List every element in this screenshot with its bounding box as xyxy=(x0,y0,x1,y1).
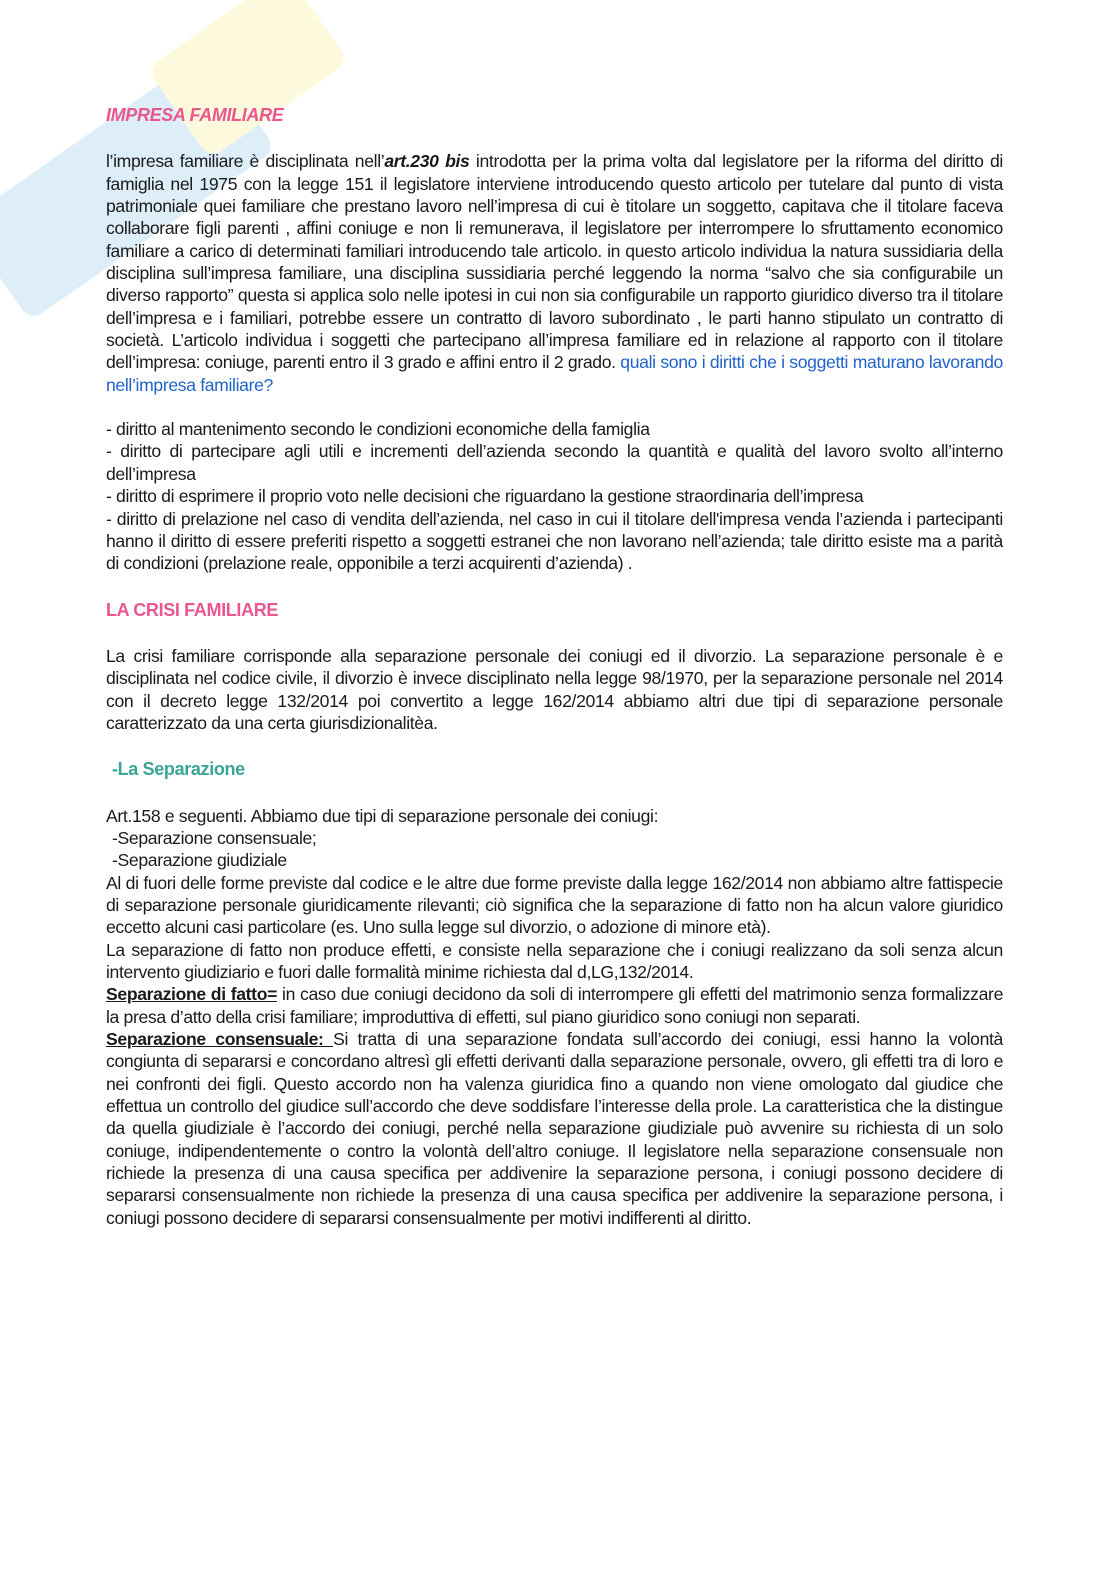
right-item: - diritto di partecipare agli utili e incrementi dell’azienda secondo la quantità e qualità del lavoro svolto all’interno dell’impresa xyxy=(106,441,1003,484)
right-item: - diritto al mantenimento secondo le condizioni economiche della famiglia xyxy=(106,419,650,440)
text: in caso due coniugi decidono da soli di interrompere gli effetti del matrimonio senza formalizzare la presa d’atto della crisi familiare; improduttiva di effetti, sul piano giuridico sono coniugi non separati. xyxy=(106,984,1004,1027)
separazione-type: -Separazione giudiziale xyxy=(112,850,287,871)
text: l’impresa familiare è disciplinata nell’ xyxy=(106,151,385,172)
term-separazione-consensuale: Separazione consensuale: xyxy=(106,1029,334,1050)
heading-separazione: -La Separazione xyxy=(112,759,245,780)
article-reference: art.230 bis xyxy=(384,151,470,172)
paragraph-crisi: La crisi familiare corrisponde alla separazione personale dei coniugi ed il divorzio. La separazione personale è e disciplinata nel codice civile, il divorzio è invece disciplinato nella legge 98/1970, per la separazione personale nel 2014 con il decreto legge 132/2014 poi convertito a legge 162/2014 abbiamo altri due tipi di separazione personale caratterizzato da una certa giurisdizionalitèa. xyxy=(106,645,1003,733)
document-page xyxy=(106,104,1003,1229)
right-item: - diritto di esprimere il proprio voto nelle decisioni che riguardano la gestione straordinaria dell’impresa xyxy=(106,486,864,507)
question-link: quali sono i diritti che i soggetti maturano lavorando nell’impresa familiare? xyxy=(106,352,1003,395)
term-separazione-fatto: Separazione di fatto= xyxy=(106,984,278,1005)
text: introdotta per la prima volta dal legislatore per la riforma del diritto di famiglia nel 1975 con la legge 151 il legislatore interviene introducendo questo articolo per tutelare dal punto di vista patrimoniale quei familiare che prestano lavoro nell’impresa di cui è titolare un soggetto, capitava che il titolare faceva collaborare figli parenti , affini coniuge e non li remunerava, il legislatore per interrompere lo sfruttamento economico familiare a carico di determinati familiari introducendo tale articolo. in questo articolo individua la natura sussidiaria della disciplina sull’impresa familiare, una disciplina sussidiaria perché leggendo la norma “salvo che sia configurabile un diverso rapporto” questa si applica solo nelle ipotesi in cui non sia configurabile un rapporto giuridico diverso tra il titolare dell’impresa e i familiari, potrebbe essere un contratto di lavoro subordinato , le parti hanno stipulato un contratto di società. L’articolo individua i soggetti che partecipano all’impresa familiare ed in relazione al rapporto con il titolare dell’impresa: coniuge, parenti entro il 3 grado e affini entro il 2 grado. xyxy=(106,151,1003,373)
paragraph-separazione-consensuale xyxy=(106,1028,1003,1229)
text: Si tratta di una separazione fondata sull’accordo dei coniugi, essi hanno la volontà congiunta di separarsi e concordano altresì gli effetti derivanti dalla separazione personale, ovvero, gli effetti tra di loro e nei confronti dei figli. Questo accordo non ha valenza giuridica fino a quando non viene omologato dal giudice che effettua un controllo del giudice sull’accordo che deve soddisfare l’interesse della prole. La caratteristica che la distingue da quella giudiziale è l’accordo dei coniugi, perché nella separazione giudiziale può avvenire su richiesta di un solo coniuge, indipendentemente o contro la volontà dell’altro coniuge. Il legislatore nella separazione consensuale non richiede la presenza di una causa specifica per addivenire la separazione persona, i coniugi possono decidere di separarsi consensualmente non richiede la presenza di una causa specifica per addivenire la separazione persona, i coniugi possono decidere di separarsi consensualmente per motivi indifferenti al diritto. xyxy=(106,1029,1003,1228)
paragraph-fatto: La separazione di fatto non produce effetti, e consiste nella separazione che i coniugi realizzano da soli senza alcun intervento giudiziario e fuori dalle formalità minime richiesta dal d,LG,132/2014. xyxy=(106,939,1003,982)
paragraph-forme: Al di fuori delle forme previste dal codice e le altre due forme previste dalla legge 162/2014 non abbiamo altre fattispecie di separazione personale giuridicamente rilevanti; ciò significa che la separazione di fatto non ha alcun valore giuridico eccetto alcuni casi particolare (es. Uno sulla legge sul divorzio, o adozione di minore età). xyxy=(106,872,1003,938)
paragraph-separazione-fatto xyxy=(106,983,1003,1028)
separazione-type: -Separazione consensuale; xyxy=(112,827,317,848)
separazione-intro: Art.158 e seguenti. Abbiamo due tipi di separazione personale dei coniugi: xyxy=(106,805,659,826)
right-item: - diritto di prelazione nel caso di vendita dell’azienda, nel caso in cui il titolare dell'impresa venda l’azienda i partecipanti hanno il diritto di essere preferiti rispetto a soggetti estranei che non lavorano nell’azienda; tale diritto esiste ma a parità di condizioni (prelazione reale, opponibile a terzi acquirenti d’azienda) . xyxy=(106,508,1003,574)
heading-impresa-familiare: IMPRESA FAMILIARE xyxy=(106,105,284,125)
heading-crisi-familiare: LA CRISI FAMILIARE xyxy=(106,599,279,620)
paragraph-impresa xyxy=(106,150,1003,396)
